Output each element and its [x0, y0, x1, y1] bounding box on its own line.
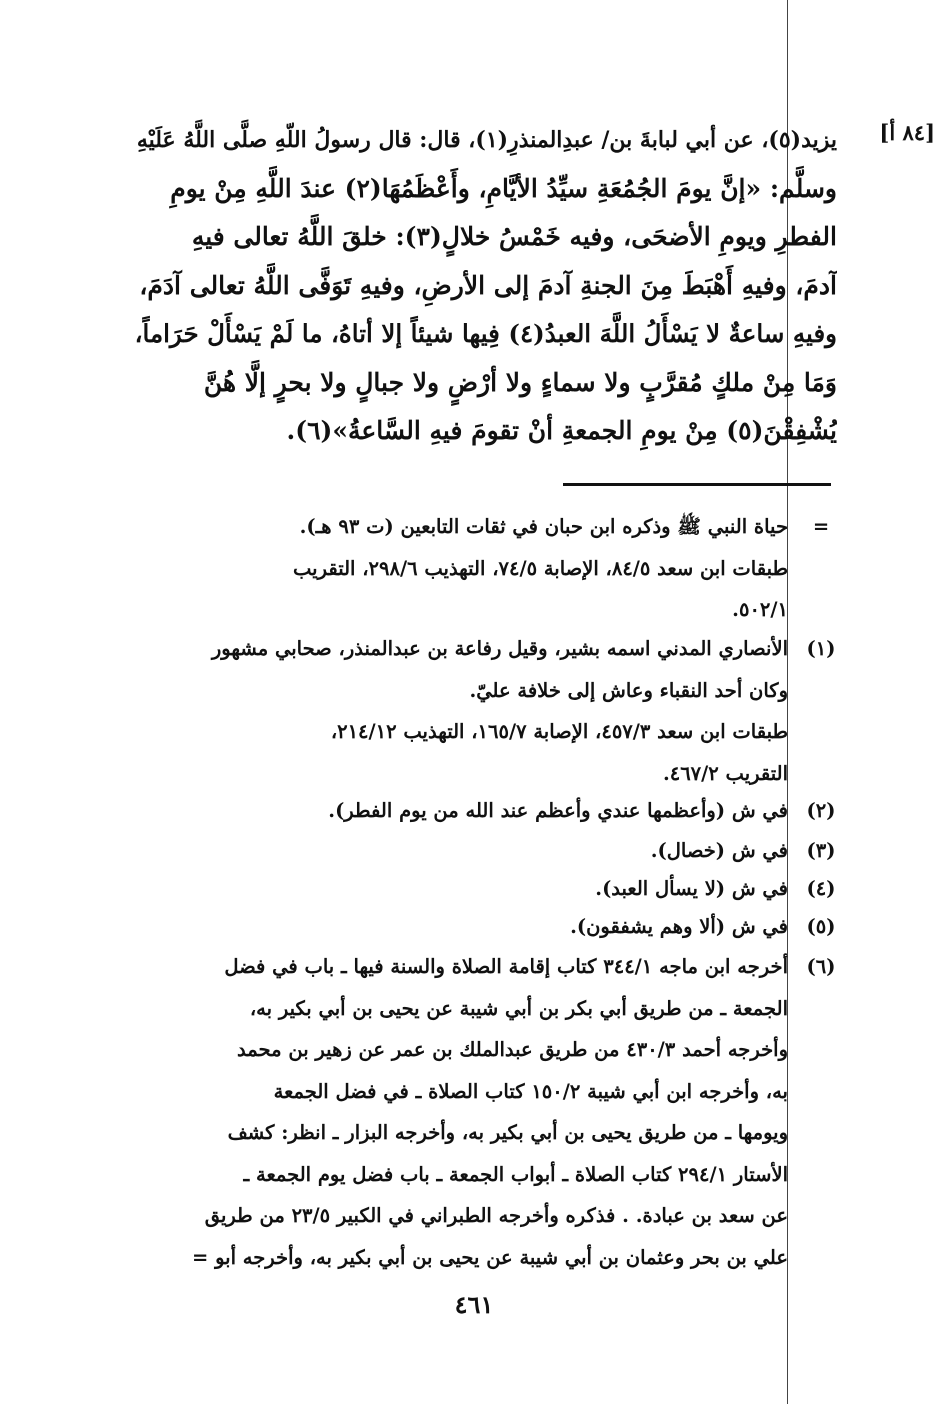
footnote-6	[0, 946, 948, 1286]
footnote-line: عن سعد بن عبادة. . فذكره وأخرجه الطبراني في الكبير ٢٣/٥ من طريق	[204, 1204, 788, 1227]
footnote-number: (٣)	[806, 839, 836, 862]
hadith-line: يُشْفِقْنَ(٥) مِنْ يومِ الجمعةِ أنْ تقومَ فيهِ السَّاعةُ»(٦).	[286, 416, 837, 445]
footnote-body	[118, 628, 788, 794]
footnote-line: علي بن بحر وعثمان بن أبي شيبة عن يحيى بن أبي بكير به، وأخرجه أبو =	[191, 1245, 788, 1269]
hadith-line: وفيهِ ساعةٌ لا يَسْأَلُ اللَّهَ العبدُ(٤) فِيها شيئاً إلا أتاهُ، ما لَمْ يَسْأَلْ حَرَاماً،	[134, 319, 837, 348]
footnote-divider	[563, 483, 831, 486]
footnote-number: (١)	[806, 637, 836, 660]
footnote-line: طبقات ابن سعد ٤٥٧/٣، الإصابة ١٦٥/٧، التهذيب ٢١٤/١٢،	[330, 720, 788, 743]
footnote-line: الجمعة ـ من طريق أبي بكر بن أبي شيبة عن يحيى بن أبي بكير به،	[249, 996, 788, 1020]
hadith-line: وسلَّم: «إنَّ يومَ الجُمُعَةِ سيِّدُ الأيَّامِ، وأَعْظَمُهَا(٢) عندَ اللَّهِ مِنْ يومِ	[170, 173, 837, 203]
footnote-line: في ش (خصال).	[650, 839, 788, 862]
hadith-line: يزيد(٥)، عن أبي لبابةَ بن/ عبدِالمنذرِ(١)، قال: قال رسولُ اللّهِ صلَّى اللَّهُ عَلَيْهِ	[136, 127, 837, 153]
footnote-line: أخرجه ابن ماجه ٣٤٤/١ كتاب إقامة الصلاة والسنة فيها ـ باب في فضل	[224, 955, 788, 978]
footnote-2	[0, 790, 948, 832]
page-number: ٤٦١	[454, 1290, 494, 1319]
footnote-body	[118, 506, 788, 631]
footnote-line: الأنصاري المدني اسمه بشير، وقيل رفاعة بن عبدالمنذر، صحابي مشهور	[211, 637, 788, 660]
footnote-body	[118, 790, 788, 832]
footnote-line: ويومها ـ من طريق يحيى بن أبي بكير به، وأخرجه البزار ـ انظر: كشف	[227, 1121, 788, 1144]
footnote-line: ٥٠٢/١.	[732, 598, 788, 621]
footnote-line: وكان أحد النقباء وعاش إلى خلافة عليّ.	[469, 678, 788, 702]
footnote-3	[0, 830, 948, 872]
footnote-number: (٦)	[806, 955, 836, 978]
hadith-text	[125, 116, 837, 456]
footnote-number: (٢)	[806, 799, 836, 822]
footnote-body	[118, 946, 788, 1278]
footnote-line: في ش (لا يسأل العبد).	[595, 877, 788, 900]
footnote-body	[118, 830, 788, 872]
footnote-4	[0, 868, 948, 910]
hadith-line: الفطرِ ويومِ الأضحَى، وفيه خَمْسُ خلالٍ(٣): خلقَ اللَّهُ تعالى فيهِ	[191, 222, 837, 251]
footnote-line: وأخرجه أحمد ٤٣٠/٣ من طريق عبدالملك بن عمر عن زهير بن محمد	[237, 1038, 788, 1061]
manuscript-folio-marker: [٨٤ أ]	[879, 120, 935, 145]
footnote-1	[0, 628, 948, 798]
footnote-line: طبقات ابن سعد ٨٤/٥، الإصابة ٧٤/٥، التهذيب ٢٩٨/٦، التقريب	[293, 556, 788, 580]
footnote-continued	[0, 506, 948, 636]
footnote-body	[118, 906, 788, 948]
footnote-line: التقريب ٤٦٧/٢.	[662, 761, 788, 785]
footnote-line: في ش (ألا وهم يشفقون).	[570, 915, 788, 938]
footnote-body	[118, 868, 788, 910]
footnote-line: حياة النبي ﷺ وذكره ابن حبان في ثقات التابعين (ت ٩٣ هـ).	[299, 515, 788, 538]
footnote-5	[0, 906, 948, 948]
footnote-number: (٥)	[806, 915, 836, 938]
footnote-line: الأستار ٢٩٤/١ كتاب الصلاة ـ أبواب الجمعة ـ باب فضل يوم الجمعة ـ	[243, 1162, 788, 1186]
footnote-number: (٤)	[806, 877, 836, 900]
footnote-number: =	[812, 515, 830, 538]
footnote-line: في ش (وأعظمها عندي وأعظم عند الله من يوم الفطر).	[328, 799, 788, 822]
hadith-line: آدمَ، وفيهِ أَهْبَطَ مِنَ الجنةِ آدمَ إلى الأرضِ، وفيهِ تَوَفَّى اللَّهُ تعالى آدَمَ،	[139, 270, 837, 300]
footnote-line: به، وأخرجه ابن أبي شيبة ١٥٠/٢ كتاب الصلاة ـ في فضل الجمعة	[273, 1079, 788, 1103]
hadith-line: وَمَا مِنْ ملكٍ مُقرَّبٍ ولا سماءٍ ولا أرْضٍ ولا جبالٍ ولا بحرٍ إلَّا هُنَّ	[203, 367, 837, 397]
